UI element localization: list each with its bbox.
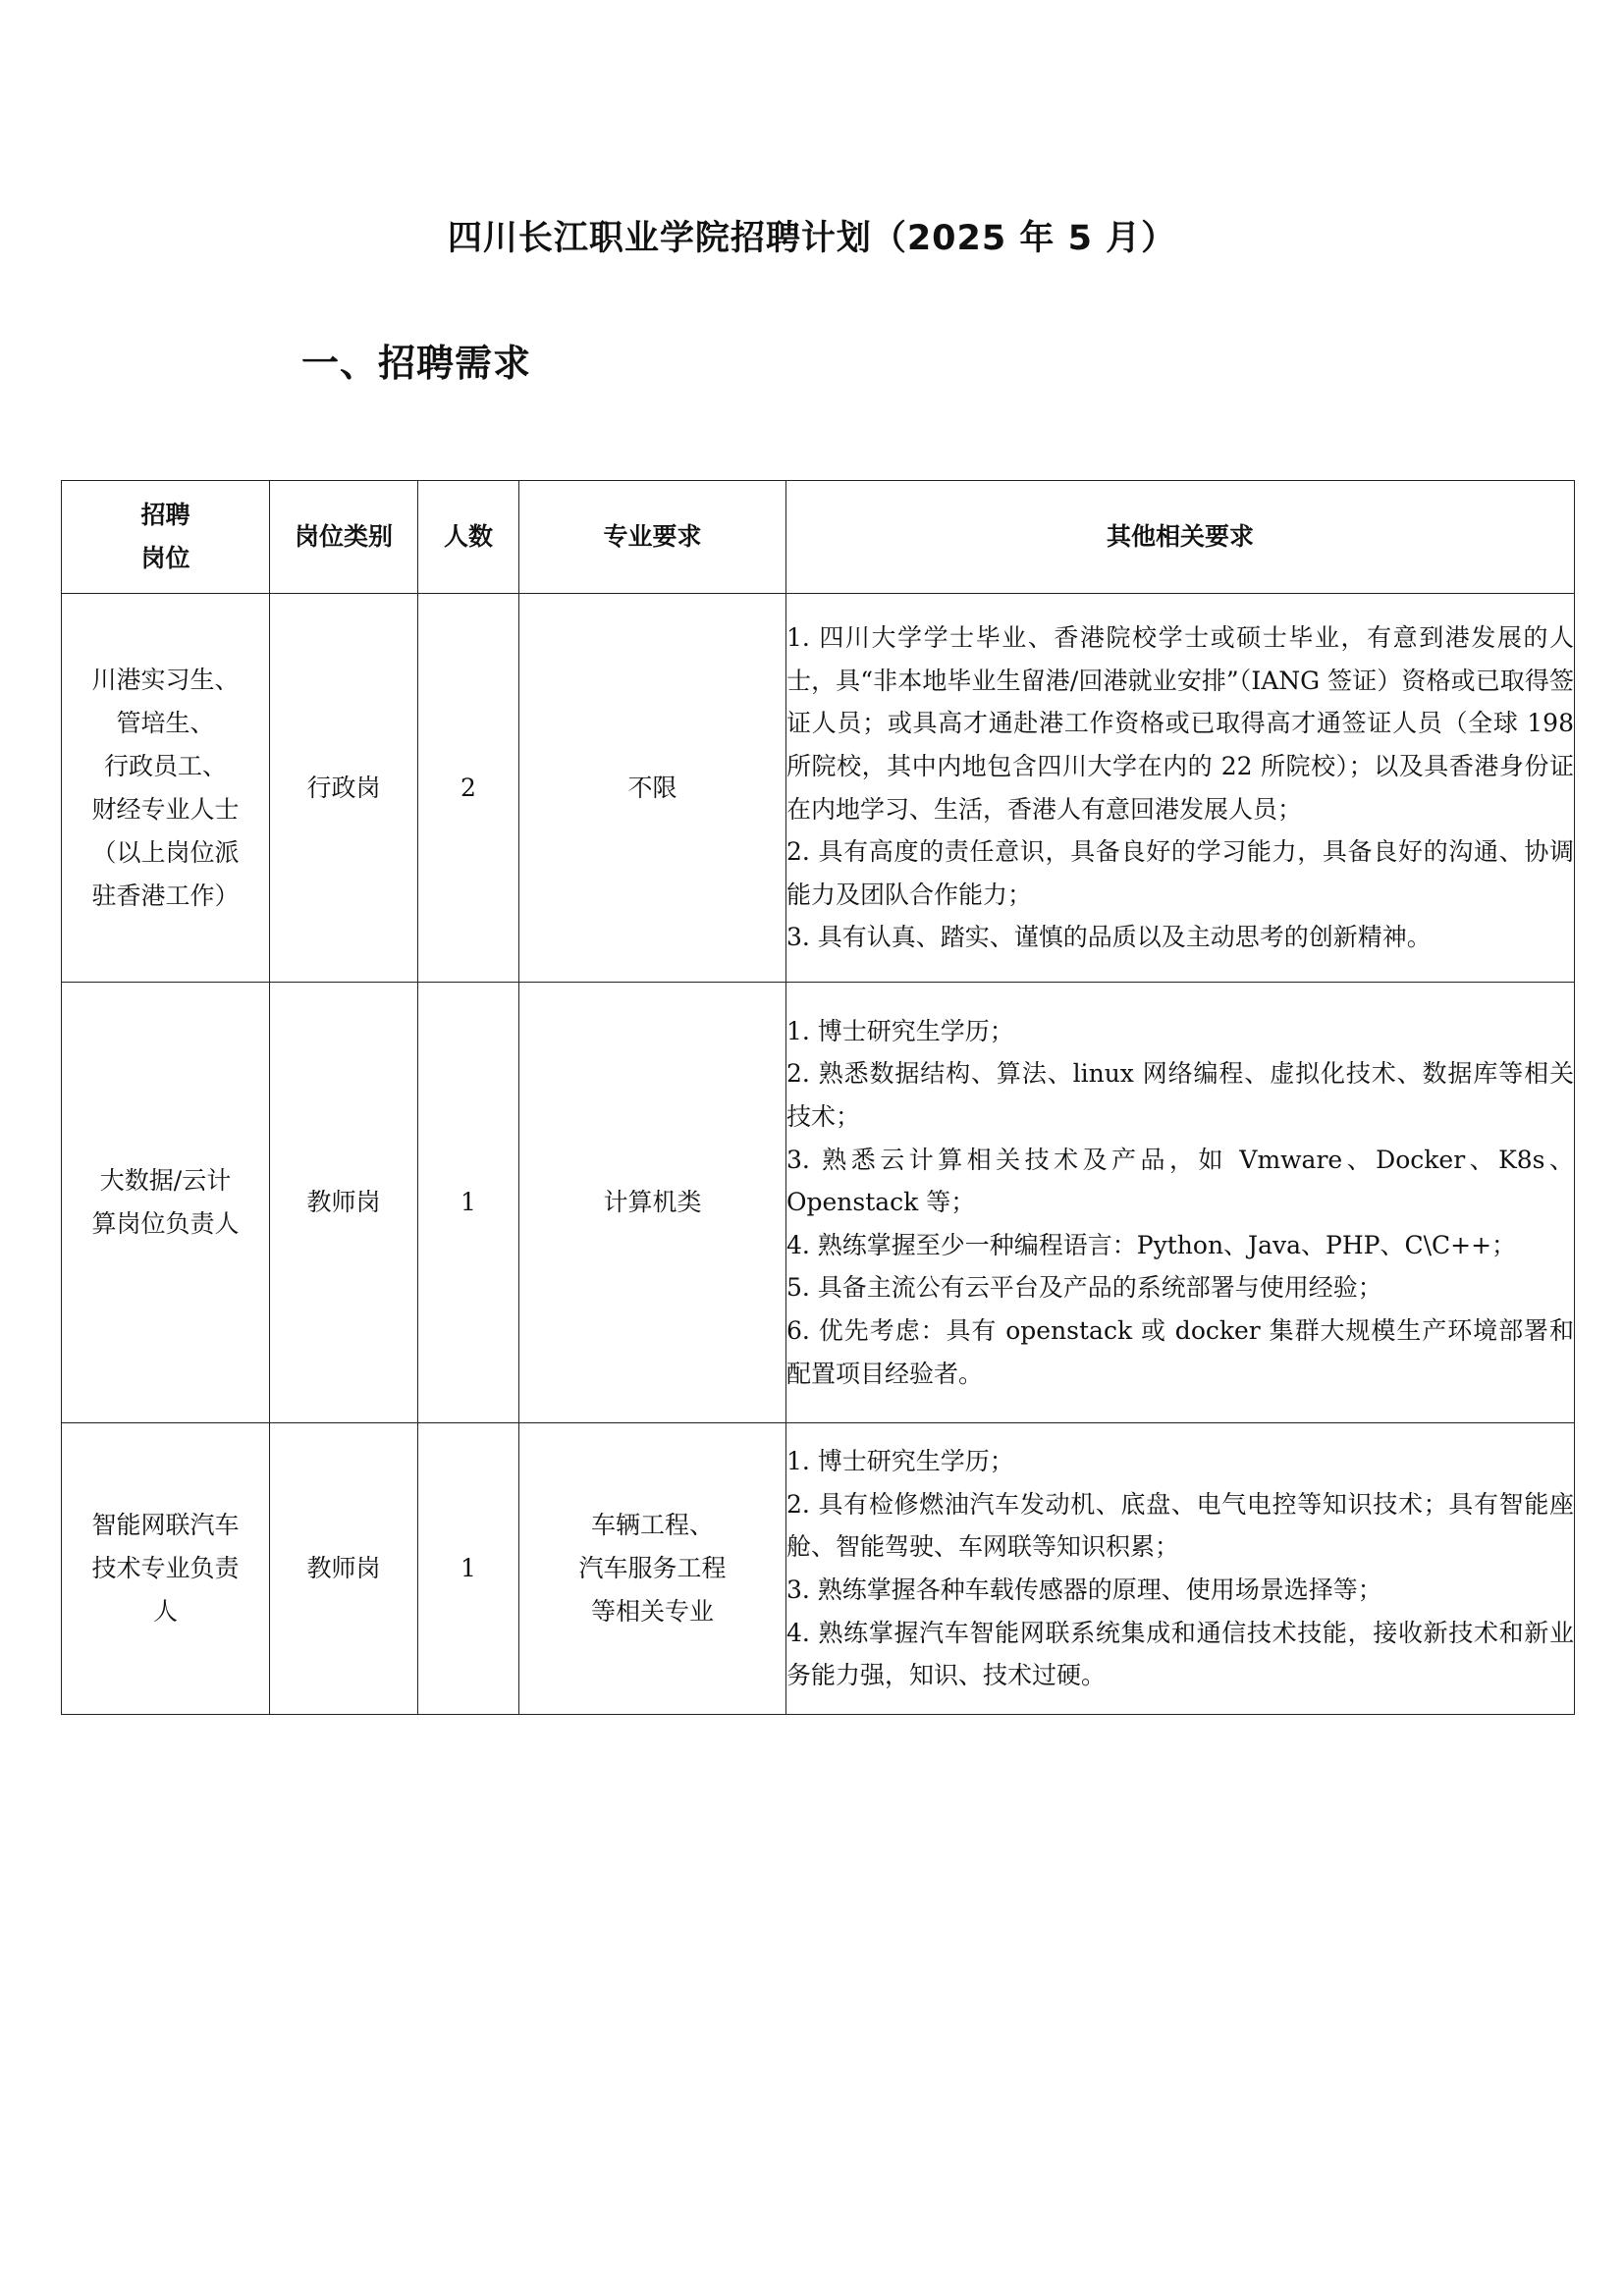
position-line: 智能网联汽车 — [91, 1511, 240, 1539]
cell-count: 2 — [418, 594, 519, 983]
position-line: 技术专业负责 — [91, 1554, 240, 1582]
requirement-item: 3. 熟练掌握各种车载传感器的原理、使用场景选择等； — [786, 1575, 1382, 1604]
position-line: 人 — [152, 1597, 178, 1626]
major-line: 不限 — [627, 773, 677, 802]
cell-major — [519, 594, 786, 983]
table-row — [62, 983, 1575, 1423]
position-line: （以上岗位派 — [91, 837, 240, 867]
cell-position — [62, 594, 270, 983]
document-title: 四川长江职业学院招聘计划（2025 年 5 月） — [447, 219, 1177, 258]
recruitment-table — [61, 480, 1575, 1715]
major-line: 车辆工程、 — [590, 1511, 714, 1539]
requirement-item: 4. 熟练掌握至少一种编程语言：Python、Java、PHP、C\C++； — [786, 1230, 1517, 1259]
header-position-line: 岗位 — [140, 544, 190, 572]
position-line: 川港实习生、 — [91, 665, 240, 694]
position-line: 行政员工、 — [103, 751, 227, 780]
major-line: 汽车服务工程 — [578, 1554, 727, 1582]
section-heading: 一、招聘需求 — [301, 342, 532, 385]
major-line: 计算机类 — [603, 1188, 702, 1216]
requirement-item: 2. 熟悉数据结构、算法、linux 网络编程、虚拟化技术、数据库等相关技术； — [786, 1059, 1574, 1132]
major-line: 等相关专业 — [590, 1597, 714, 1626]
requirement-item: 2. 具有检修燃油汽车发动机、底盘、电气电控等知识技术；具有智能座舱、智能驾驶、车网联等知识积累； — [786, 1489, 1574, 1562]
header-position — [62, 481, 270, 594]
cell-requirements — [786, 983, 1575, 1423]
table-row — [62, 1423, 1575, 1715]
position-line: 管培生、 — [116, 708, 215, 737]
header-category: 岗位类别 — [270, 481, 418, 594]
header-other: 其他相关要求 — [786, 481, 1575, 594]
position-line: 算岗位负责人 — [91, 1209, 240, 1238]
requirement-item: 3. 熟悉云计算相关技术及产品，如 Vmware、Docker、K8s、Openstack 等； — [786, 1145, 1574, 1217]
cell-requirements — [786, 1423, 1575, 1715]
requirement-item: 1. 博士研究生学历； — [786, 1016, 1014, 1045]
cell-position — [62, 1423, 270, 1715]
position-line: 驻香港工作） — [91, 881, 240, 910]
position-line: 财经专业人士 — [91, 794, 240, 824]
cell-category: 行政岗 — [270, 594, 418, 983]
cell-major — [519, 1423, 786, 1715]
requirement-item: 1. 四川大学学士毕业、香港院校学士或硕士毕业，有意到港发展的人士，具“非本地毕业生留港/回港就业安排”（IANG 签证）资格或已取得签证人员；或具高才通赴港工作资格或已取得高才通签证人员（全球 198 所院校，其中内地包含四川大学在内的 22 所院校）；以及具香港身份证在内地学习、生活，香港人有意回港发展人员； — [786, 623, 1574, 824]
requirement-item: 4. 熟练掌握汽车智能网联系统集成和通信技术技能，接收新技术和新业务能力强，知识、技术过硬。 — [786, 1618, 1574, 1690]
header-count: 人数 — [418, 481, 519, 594]
cell-requirements — [786, 594, 1575, 983]
requirement-item: 6. 优先考虑：具有 openstack 或 docker 集群大规模生产环境部署和配置项目经验者。 — [786, 1315, 1574, 1388]
table-row — [62, 594, 1575, 983]
cell-major — [519, 983, 786, 1423]
header-major: 专业要求 — [519, 481, 786, 594]
header-position-line: 招聘 — [140, 501, 190, 529]
requirement-item: 2. 具有高度的责任意识，具备良好的学习能力，具备良好的沟通、协调能力及团队合作能力； — [786, 837, 1574, 909]
requirement-item: 3. 具有认真、踏实、谨慎的品质以及主动思考的创新精神。 — [786, 923, 1432, 952]
cell-count: 1 — [418, 983, 519, 1423]
cell-category: 教师岗 — [270, 983, 418, 1423]
requirement-item: 5. 具备主流公有云平台及产品的系统部署与使用经验； — [786, 1273, 1382, 1303]
cell-category: 教师岗 — [270, 1423, 418, 1715]
table-header-row — [62, 481, 1575, 594]
position-line: 大数据/云计 — [99, 1166, 232, 1195]
cell-position — [62, 983, 270, 1423]
cell-count: 1 — [418, 1423, 519, 1715]
requirement-item: 1. 博士研究生学历； — [786, 1447, 1014, 1476]
